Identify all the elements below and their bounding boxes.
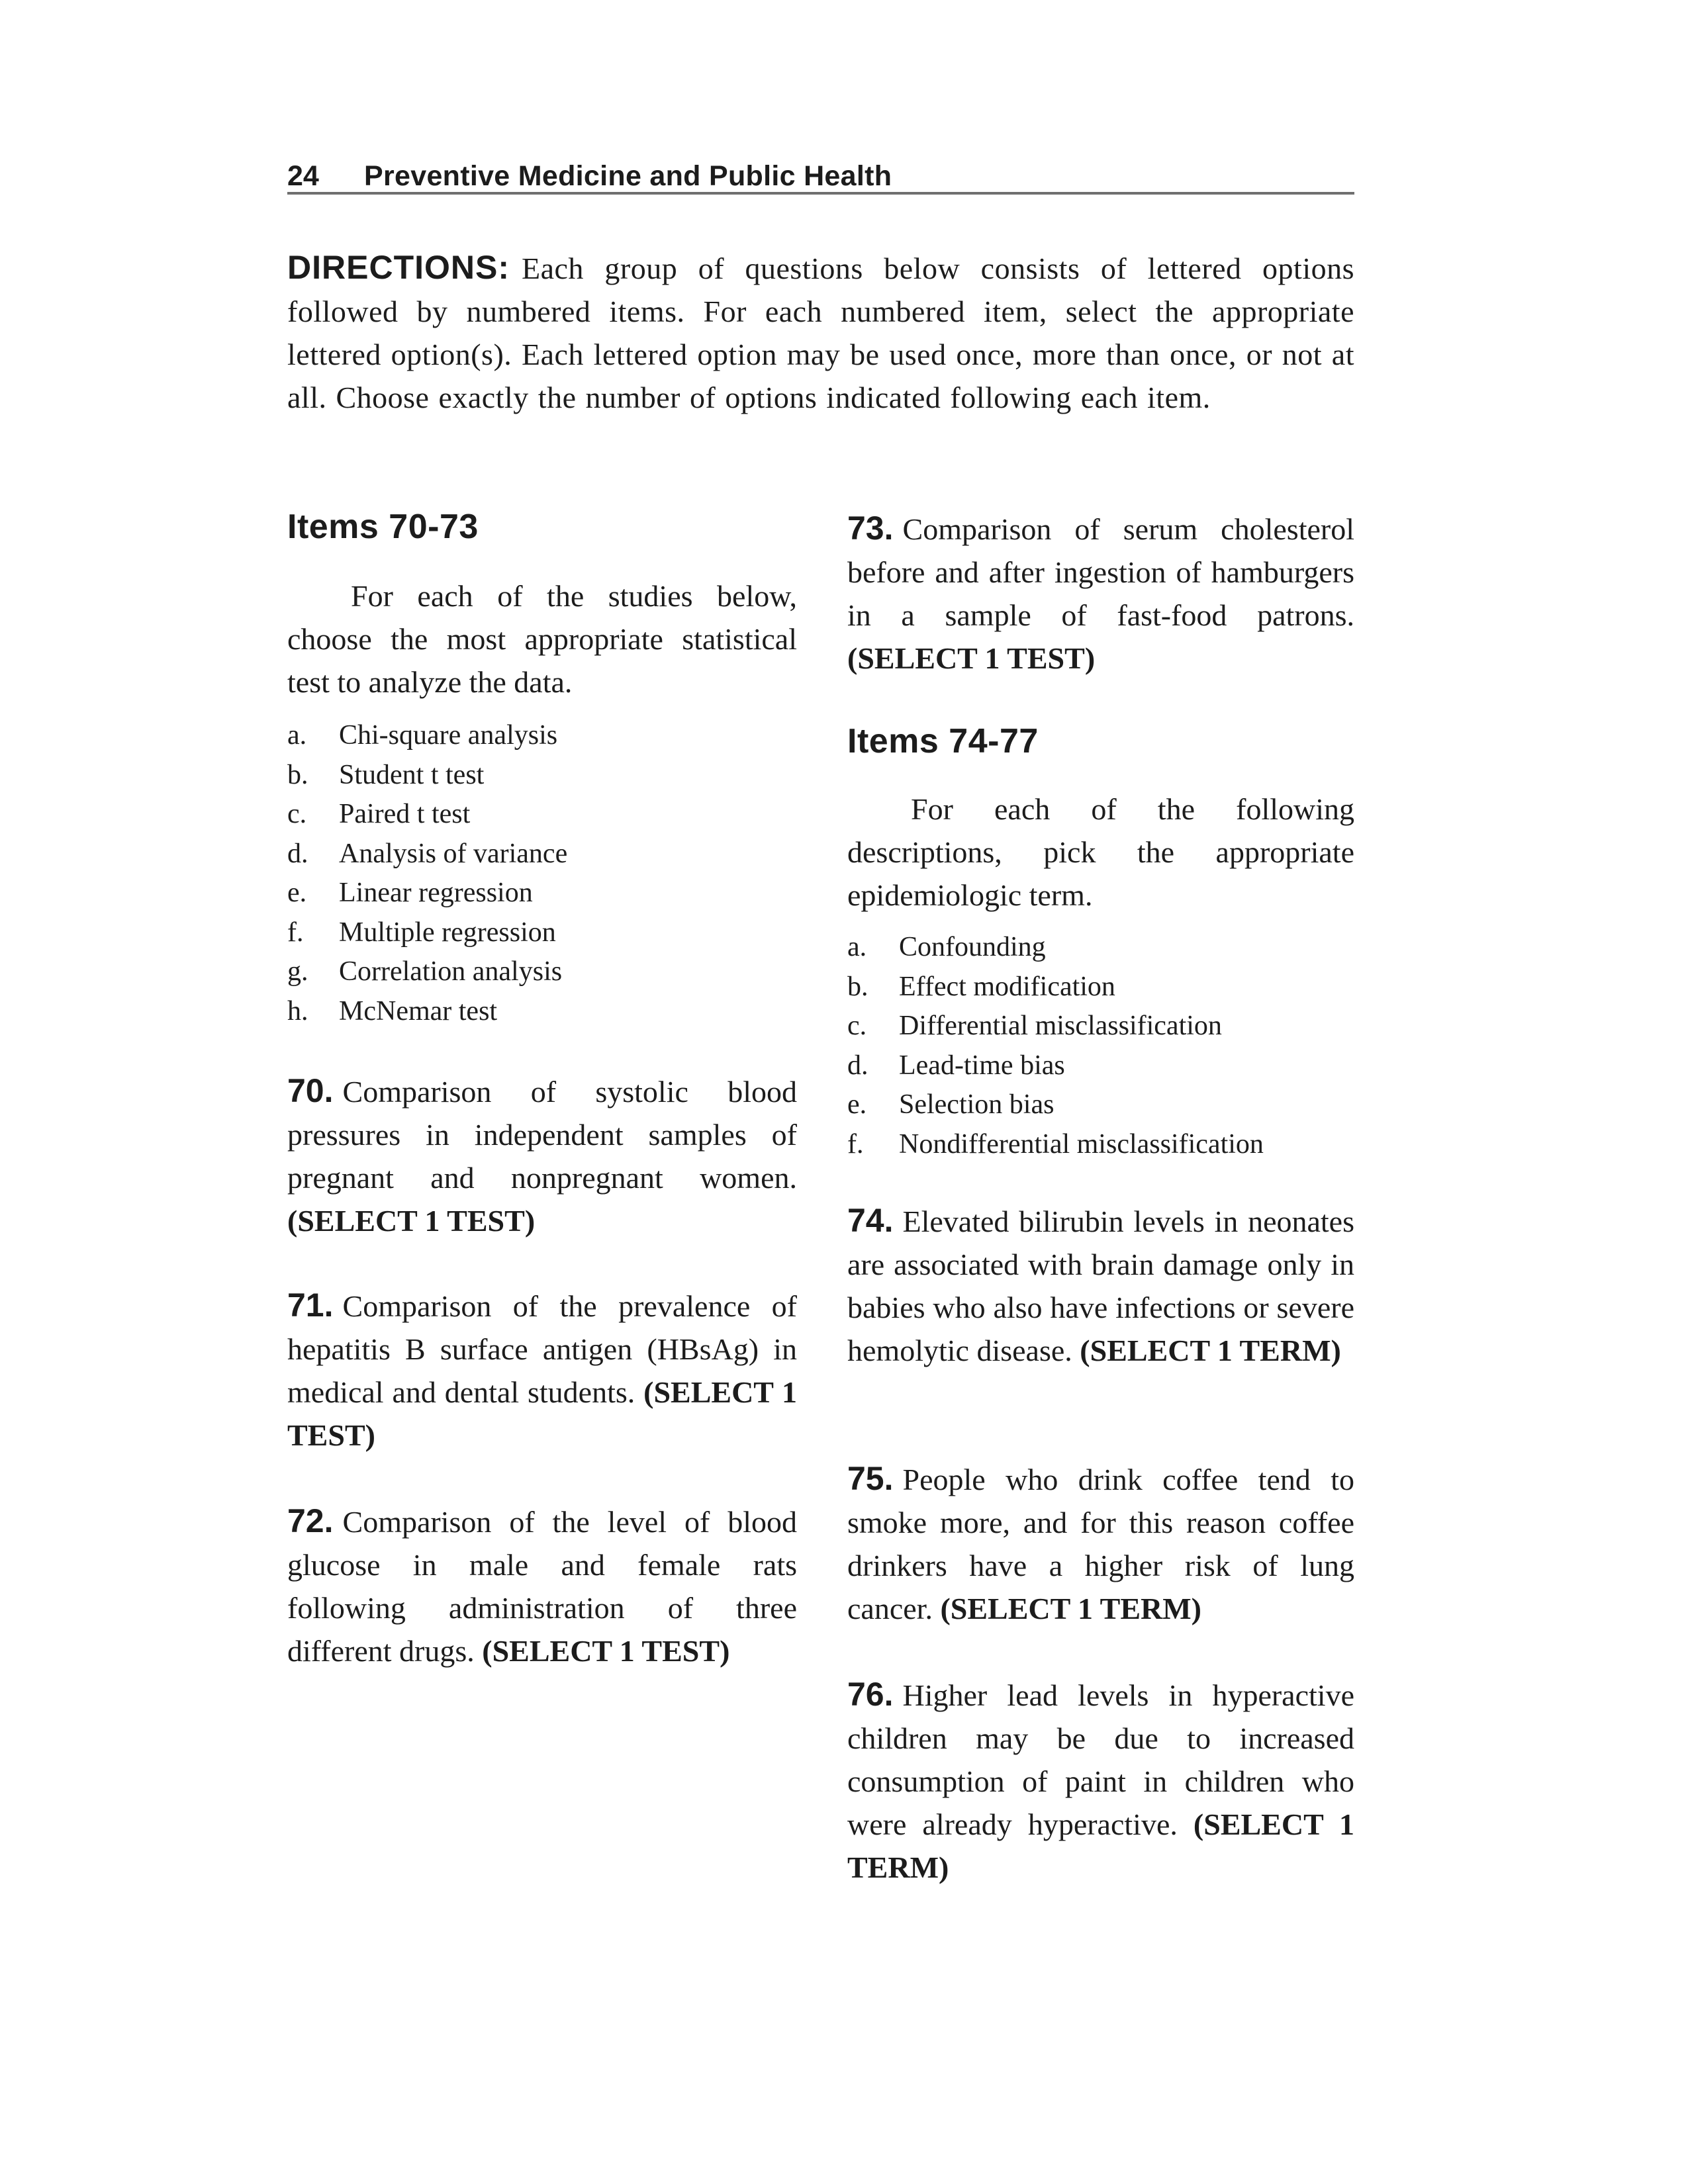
option-letter: b. [847,971,868,1002]
option-text: Selection bias [899,1089,1055,1120]
group1-intro [287,574,797,704]
question-number: 74. [847,1202,894,1239]
option-text: Differential misclassification [899,1011,1222,1041]
select-instruction: (SELECT 1 TERM) [1080,1334,1341,1367]
option-item [287,756,567,796]
option-text: Student t test [339,759,485,790]
option-text: Correlation analysis [339,956,563,987]
option-text: McNemar test [339,995,498,1026]
directions-paragraph [287,246,1354,419]
option-letter: c. [847,1011,867,1041]
option-text: Lead-time bias [899,1050,1065,1081]
group1-options [287,716,567,1031]
option-item [847,928,1264,968]
question-text: People who drink coffee tend to smoke more, and for this reason coffee drinkers have a higher risk of lung cancer. [847,1463,1354,1625]
question-text: Elevated bilirubin levels in neonates are associated with brain damage only in babies who also have infections or severe hemolytic disease. [847,1205,1354,1367]
option-text: Multiple regression [339,917,556,948]
group2-heading: Items 74-77 [847,722,1039,760]
question-76 [847,1673,1354,1889]
question-number: 76. [847,1676,894,1713]
question-75 [847,1457,1354,1630]
option-text: Paired t test [339,799,471,829]
select-instruction: (SELECT 1 TEST) [847,641,1096,675]
option-item [287,874,567,913]
question-text: Comparison of systolic blood pressures in independent samples of pregnant and nonpregnant women. [287,1075,797,1195]
question-71 [287,1284,797,1457]
option-letter: a. [287,720,307,751]
question-70 [287,1069,797,1242]
option-text: Analysis of variance [339,838,568,869]
option-letter: b. [287,759,308,790]
option-letter: f. [847,1128,864,1160]
option-text: Chi-square analysis [339,720,558,751]
group2-intro [847,788,1354,917]
question-text: Comparison of the level of blood glucose in male and female rats following administration of three different drugs. [287,1505,797,1668]
question-number: 72. [287,1502,334,1539]
question-72 [287,1500,797,1672]
question-number: 75. [847,1460,894,1497]
directions-text: Each group of questions below consists of lettered options followed by numbered items. For each numbered item, select the appropriate lettered option(s). Each lettered option may be used once, more than once, or not at all. Choose exactly the number of options indicated following each item. [287,251,1354,414]
question-number: 73. [847,510,894,547]
header-rule [287,192,1354,195]
option-item [847,1085,1264,1125]
option-text: Linear regression [339,878,533,908]
option-item [847,1007,1264,1046]
option-letter: h. [287,995,308,1026]
option-letter: e. [287,878,307,908]
question-number: 71. [287,1287,334,1324]
option-item [287,913,567,953]
option-text: Nondifferential misclassification [899,1128,1264,1160]
option-text: Effect modification [899,971,1115,1002]
question-number: 70. [287,1072,334,1109]
option-item [847,1125,1264,1165]
group1-heading: Items 70-73 [287,508,479,546]
select-instruction: (SELECT 1 TERM) [940,1592,1201,1625]
option-letter: d. [287,838,308,869]
question-73 [847,507,1354,680]
running-header [287,156,1354,195]
select-instruction: (SELECT 1 TEST) [287,1204,536,1238]
option-text: Confounding [899,932,1046,962]
select-instruction: (SELECT 1 TEST) [482,1634,730,1668]
group2-options [847,928,1264,1164]
option-item [847,968,1264,1007]
option-letter: d. [847,1050,868,1081]
book-title: Preventive Medicine and Public Health [364,160,892,192]
option-item [287,795,567,835]
option-letter: c. [287,799,307,829]
question-text: Higher lead levels in hyperactive children may be due to increased consumption of paint in children who were already hyperactive. [847,1678,1354,1841]
select-instruction: (SELECT 1 TERM) [847,1807,1354,1884]
option-item [287,952,567,992]
option-item [847,1046,1264,1086]
option-letter: e. [847,1089,867,1120]
option-letter: a. [847,932,867,962]
directions-label: DIRECTIONS: [287,249,510,286]
question-text: Comparison of the prevalence of hepatitis B surface antigen (HBsAg) in medical and dental students. [287,1289,797,1409]
page-number: 24 [287,160,319,192]
question-74 [847,1199,1354,1372]
option-item [287,716,567,756]
question-text: Comparison of serum cholesterol before and after ingestion of hamburgers in a sample of fast-food patrons. [847,512,1354,632]
select-instruction: (SELECT 1 TEST) [287,1375,797,1452]
option-item [287,835,567,874]
option-letter: g. [287,956,308,987]
option-letter: f. [287,917,304,948]
group2-intro-text: For each of the following descriptions, pick the appropriate epidemiologic term. [847,792,1354,912]
group1-intro-text: For each of the studies below, choose the most appropriate statistical test to analyze the data. [287,579,797,699]
option-item [287,992,567,1032]
